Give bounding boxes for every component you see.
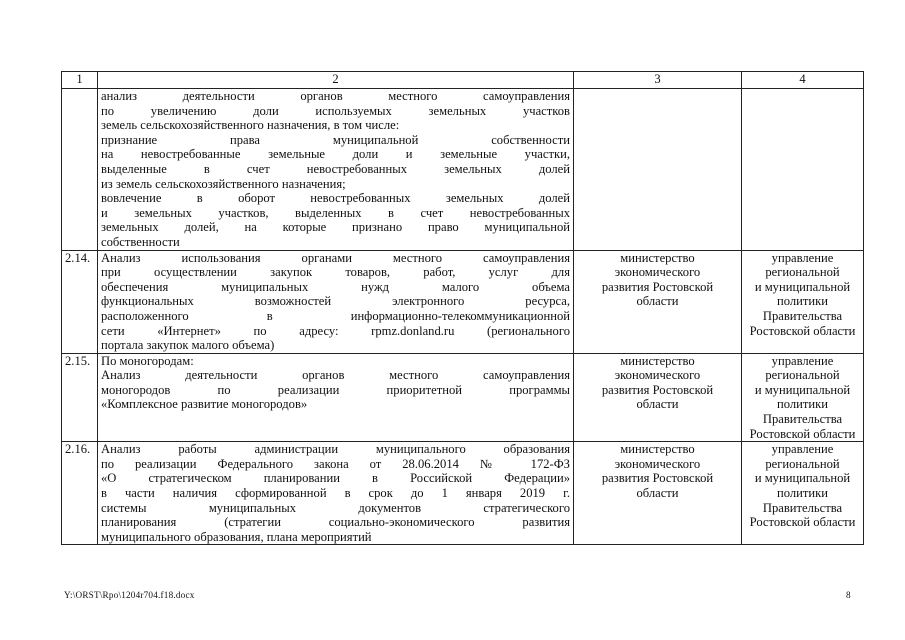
- controller-line: управление региональной: [765, 353, 840, 383]
- row-description: [98, 250, 574, 353]
- description-line: «Комплексное развитие моногородов»: [101, 397, 308, 412]
- row-executor: [574, 89, 742, 251]
- executor-line: министерство: [620, 442, 695, 457]
- description-line: собственности: [101, 234, 180, 249]
- table-row: [62, 353, 864, 442]
- row-controller: [742, 353, 864, 442]
- controller-line: управление региональной: [765, 250, 840, 280]
- executor-line: области: [636, 397, 679, 412]
- footer-file-path: Y:\ORST\Rpo\1204r704.f18.docx: [64, 590, 195, 600]
- description-line: моногородов по реализации приоритетной программы: [101, 382, 570, 397]
- row-controller: [742, 250, 864, 353]
- description-line: выделенные в счет невостребованных земельных долей: [101, 161, 570, 176]
- controller-line: Ростовской области: [749, 323, 856, 338]
- row-number: [62, 89, 98, 251]
- footer-page-number: 8: [846, 590, 851, 600]
- executor-line: развития Ростовской: [601, 279, 714, 294]
- description-line: по увеличению доли используемых земельных участков: [101, 103, 570, 118]
- executor-line: экономического: [614, 456, 701, 471]
- description-line: в части наличия сформированной в срок до 1 января 2019 г.: [101, 486, 570, 501]
- header-col-2: 2: [98, 72, 574, 89]
- row-number: 2.15.: [62, 353, 98, 442]
- description-line: сети «Интернет» по адресу: rpmz.donland.ru (регионального: [101, 323, 570, 338]
- row-description: [98, 89, 574, 251]
- description-line: земельных долей, на которые признано право муниципальной: [101, 220, 570, 235]
- executor-line: развития Ростовской: [601, 382, 714, 397]
- row-executor: [574, 353, 742, 442]
- description-line: Анализ деятельности органов местного самоуправления: [101, 368, 570, 383]
- controller-line: политики Правительства: [762, 397, 843, 427]
- row-description: [98, 442, 574, 545]
- description-line: функциональных возможностей электронного ресурса,: [101, 294, 570, 309]
- row-controller: [742, 442, 864, 545]
- row-executor: [574, 250, 742, 353]
- description-line: «О стратегическом планировании в Российской Федерации»: [101, 471, 570, 486]
- description-line: Анализ работы администрации муниципального образования: [101, 442, 570, 457]
- description-line: на невостребованные земельные доли и земельные участки,: [101, 147, 570, 162]
- description-line: По моногородам:: [101, 353, 194, 368]
- description-line: портала закупок малого объема): [101, 338, 275, 353]
- description-line: земель сельскохозяйственного назначения, в том числе:: [101, 118, 400, 133]
- controller-line: управление региональной: [765, 442, 840, 471]
- executor-line: области: [636, 294, 679, 309]
- description-line: планирования (стратегии социально-экономического развития: [101, 515, 570, 530]
- executor-line: развития Ростовской: [601, 471, 714, 486]
- plan-table: [61, 71, 864, 545]
- table-row: [62, 250, 864, 353]
- controller-line: политики Правительства: [762, 486, 843, 515]
- controller-line: политики Правительства: [762, 294, 843, 323]
- executor-line: министерство: [620, 353, 695, 368]
- controller-line: и муниципальной: [754, 279, 851, 294]
- description-line: системы муниципальных документов стратегического: [101, 500, 570, 515]
- description-line: муниципального образования, плана мероприятий: [101, 529, 372, 544]
- executor-line: министерство: [620, 250, 695, 265]
- description-line: по реализации Федерального закона от 28.06.2014 № 172-ФЗ: [101, 456, 570, 471]
- row-executor: [574, 442, 742, 545]
- row-controller: [742, 89, 864, 251]
- table-row: [62, 442, 864, 545]
- row-number: 2.16.: [62, 442, 98, 545]
- table-body: [62, 89, 864, 545]
- description-line: признание права муниципальной собственности: [101, 132, 570, 147]
- header-col-4: 4: [742, 72, 864, 89]
- table-header-row: [62, 72, 864, 89]
- executor-line: области: [636, 486, 679, 501]
- header-col-3: 3: [574, 72, 742, 89]
- description-line: Анализ использования органами местного самоуправления: [101, 250, 570, 265]
- table-row: [62, 89, 864, 251]
- description-line: обеспечения муниципальных нужд малого объема: [101, 279, 570, 294]
- controller-line: и муниципальной: [754, 382, 851, 397]
- header-col-1: 1: [62, 72, 98, 89]
- row-description: [98, 353, 574, 442]
- description-line: из земель сельскохозяйственного назначения;: [101, 176, 346, 191]
- description-line: и земельных участков, выделенных в счет невостребованных: [101, 205, 570, 220]
- row-number: 2.14.: [62, 250, 98, 353]
- executor-line: экономического: [614, 265, 701, 280]
- description-line: вовлечение в оборот невостребованных земельных долей: [101, 191, 570, 206]
- description-line: анализ деятельности органов местного самоуправления: [101, 89, 570, 103]
- description-line: при осуществлении закупок товаров, работ, услуг для: [101, 265, 570, 280]
- executor-line: экономического: [614, 368, 701, 383]
- controller-line: и муниципальной: [754, 471, 851, 486]
- controller-line: Ростовской области: [749, 426, 856, 441]
- controller-line: Ростовской области: [749, 515, 856, 530]
- description-line: расположенного в информационно-телекоммуникационной: [101, 308, 570, 323]
